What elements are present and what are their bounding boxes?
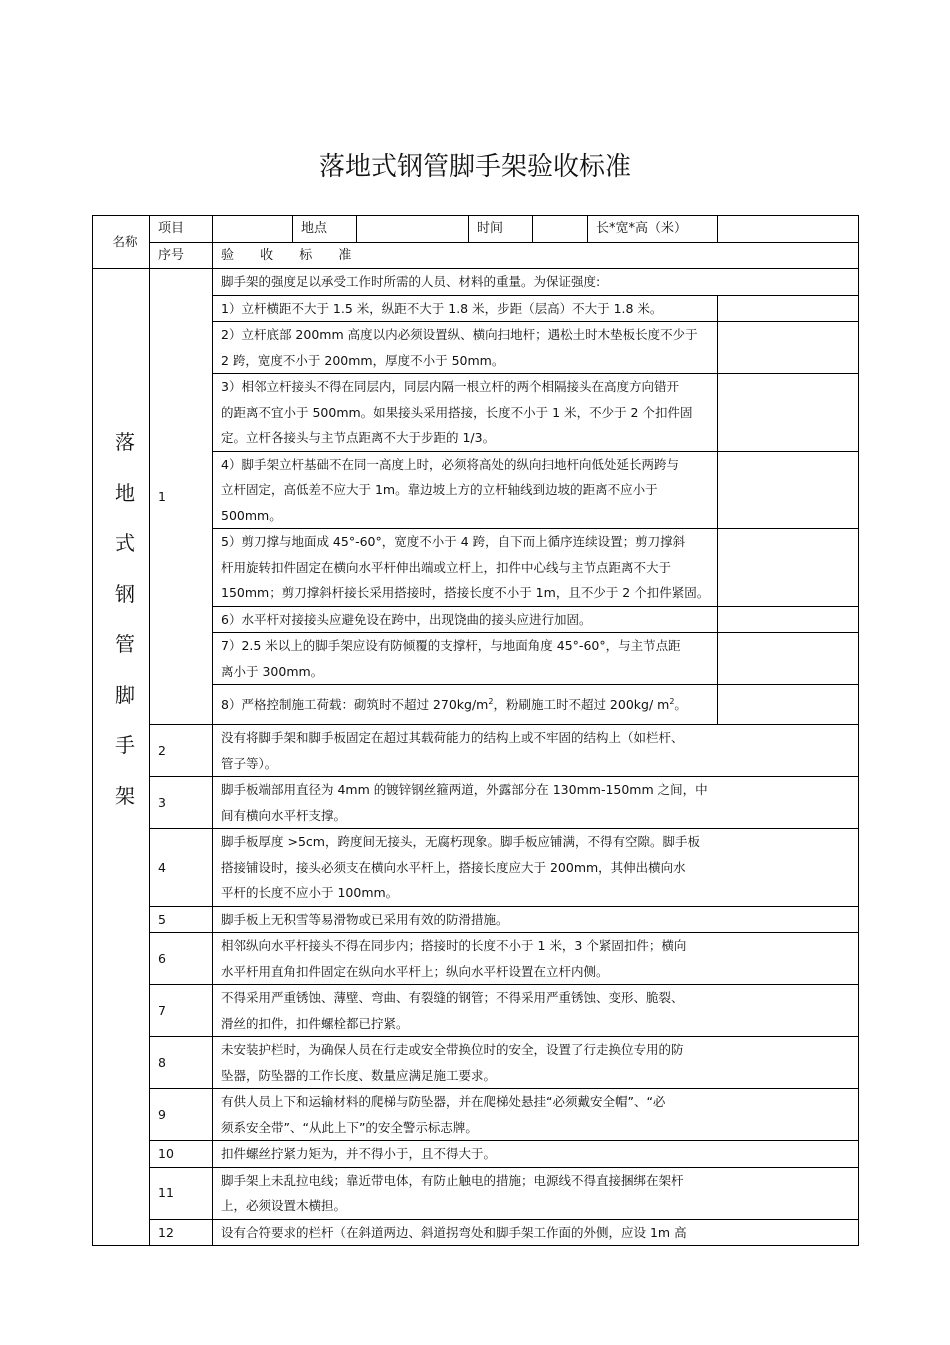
criterion-item [213,322,718,374]
dims-value[interactable] [718,216,859,243]
criterion-text [213,1037,859,1089]
category-char: 脚 [115,682,135,707]
section-intro: 脚手架的强度足以承受工作时所需的人员、材料的重量。为保证强度: [213,269,859,296]
category-char: 钢 [115,581,135,606]
text-line: 有供人员上下和运输材料的爬梯与防坠器，并在爬梯处悬挂“必须戴安全帽”、“必 [221,1094,666,1109]
row-number: 10 [150,1141,213,1168]
row-number: 8 [150,1037,213,1089]
check-cell[interactable] [718,451,859,529]
text-line: 设有合符要求的栏杆（在斜道两边、斜道拐弯处和脚手架工作面的外侧，应设 1m 高 [221,1224,687,1240]
location-label: 地点 [293,216,357,243]
document-title: 落地式钢管脚手架验收标准 [318,152,631,182]
criterion-text [213,933,859,985]
text-line: 1）立杆横距不大于 1.5 米，纵距不大于 1.8 米，步距（层高）不大于 1.8 米。 [221,300,663,316]
row-number: 1 [150,269,213,725]
category-label [93,269,150,1246]
text-line: 坠器，防坠器的工作长度、数量应满足施工要求。 [221,1067,497,1083]
text-line: 4）脚手架立杆基础不在同一高度上时，必须将高处的纵向扫地杆向低处延长两跨与 [221,456,679,472]
text-line: 离小于 300mm。 [221,663,324,679]
check-cell[interactable] [718,633,859,685]
category-char: 式 [115,531,135,555]
category-char: 管 [115,632,135,656]
text-line: 没有将脚手架和脚手板固定在超过其载荷能力的结构上或不牢固的结构上（如栏杆、 [221,730,684,745]
criterion-text [213,1089,859,1141]
text-line: 水平杆用直角扣件固定在纵向水平杆上；纵向水平杆设置在立杆内侧。 [221,963,609,979]
criterion-item [213,529,718,607]
check-cell[interactable] [718,606,859,633]
criterion-text [213,725,859,777]
text-line: 2）立杆底部 200mm 高度以内必须设置纵、横向扫地杆；遇松土时木垫板长度不少于 [221,327,698,342]
text-line: 相邻纵向水平杆接头不得在同步内；搭接时的长度不小于 1 米，3 个紧固扣件；横向 [221,938,687,953]
name-label: 名称 [93,216,150,269]
criterion-text [213,906,859,933]
check-cell[interactable] [718,529,859,607]
text-line: 脚手板上无积雪等易滑物或已采用有效的防滑措施。 [221,911,509,927]
text-line: 5）剪刀撑与地面成 45°-60°，宽度不小于 4 跨，自下而上循序连续设置；剪刀撑斜 [221,534,686,549]
standard-label: 验 收 标 准 [213,242,859,269]
text-line: 须系安全带”、“从此上下”的安全警示标志牌。 [221,1119,478,1135]
text-line: 脚手板厚度 >5cm，跨度间无接头，无腐朽现象。脚手板应铺满，不得有空隙。脚手板 [221,834,700,849]
text-line: 未安装护栏时，为确保人员在行走或安全带换位时的安全，设置了行走换位专用的防 [221,1042,684,1057]
text-line: 立杆固定，高低差不应大于 1m。靠边坡上方的立杆轴线到边坡的距离不应小于 [221,482,658,497]
text-line: 8）严格控制施工荷载：砌筑时不超过 270kg/m [221,696,489,712]
criterion-text [213,985,859,1037]
text-line: 脚手架上未乱拉电线；靠近带电体，有防止触电的措施；电源线不得直接捆绑在架杆 [221,1172,684,1188]
category-vertical-text [113,417,137,821]
text-line: 搭接铺设时，接头必须支在横向水平杆上，搭接长度应大于 200mm，其伸出横向水 [221,859,686,875]
text-line: 扣件螺丝拧紧力矩为，并不得小于，且不得大于。 [221,1146,497,1161]
text-line: 滑丝的扣件，扣件螺栓都已拧紧。 [221,1015,409,1031]
check-cell[interactable] [718,295,859,322]
text-line: 6）水平杆对接接头应避免设在跨中，出现饶曲的接头应进行加固。 [221,611,592,627]
row-number: 2 [150,725,213,777]
category-char: 手 [115,733,135,757]
dims-label: 长*宽*高（米） [588,216,718,243]
location-value[interactable] [357,216,469,243]
text-line: 上，必须设置木横担。 [221,1198,347,1213]
superscript: 2 [488,696,494,706]
text-line: 500mm。 [221,507,282,523]
criterion-item [213,633,718,685]
time-value[interactable] [533,216,588,243]
row-number: 11 [150,1167,213,1219]
text-line: 不得采用严重锈蚀、薄壁、弯曲、有裂缝的钢管；不得采用严重锈蚀、变形、脆裂、 [221,990,684,1005]
row-number: 12 [150,1219,213,1246]
check-cell[interactable] [718,322,859,374]
row-number: 5 [150,906,213,933]
text-line: ，粉刷施工时不超过 200kg/ m [493,696,670,712]
criterion-item [213,374,718,452]
text-line: 平杆的长度不应小于 100mm。 [221,885,399,900]
row-number: 9 [150,1089,213,1141]
check-cell[interactable] [718,685,859,725]
text-line: 管子等）。 [221,755,278,771]
criterion-item [213,295,718,322]
check-cell[interactable] [718,374,859,452]
criterion-item [213,606,718,633]
criterion-text [213,1141,859,1168]
criterion-text [213,1219,859,1246]
category-char: 落 [115,430,135,454]
text-line: 间有横向水平杆支撑。 [221,807,347,823]
superscript: 2 [669,696,675,706]
category-char: 地 [115,480,135,505]
project-label: 项目 [150,216,213,243]
criterion-item [213,451,718,529]
category-char: 架 [115,783,135,808]
text-line: 2 跨，宽度不小于 200mm，厚度不小于 50mm。 [221,352,505,368]
criterion-item [213,685,718,725]
criterion-text [213,777,859,829]
row-number: 7 [150,985,213,1037]
acceptance-table [92,215,859,1246]
text-line: 脚手板端部用直径为 4mm 的镀锌钢丝箍两道，外露部分在 130mm-150mm 之间，中 [221,782,708,797]
time-label: 时间 [469,216,533,243]
row-number: 6 [150,933,213,985]
text-line: 定。立杆各接头与主节点距离不大于步距的 1/3。 [221,430,496,445]
row-number: 4 [150,829,213,907]
text-line: 3）相邻立杆接头不得在同层内，同层内隔一根立杆的两个相隔接头在高度方向错开 [221,379,679,394]
criterion-text [213,829,859,907]
text-line: 150mm；剪刀撑斜杆接长采用搭接时，搭接长度不小于 1m，且不少于 2 个扣件紧固。 [221,585,710,600]
text-line: 的距离不宜小于 500mm。如果接头采用搭接，长度不小于 1 米，不少于 2 个扣件固 [221,404,693,420]
row-number: 3 [150,777,213,829]
text-line: 。 [674,696,687,712]
text-line: 杆用旋转扣件固定在横向水平杆伸出端或立杆上，扣件中心线与主节点距离不大于 [221,559,672,575]
seq-label: 序号 [150,242,213,269]
project-value[interactable] [213,216,293,243]
criterion-text [213,1167,859,1219]
text-line: 7）2.5 米以上的脚手架应设有防倾覆的支撑杆，与地面角度 45°-60°，与主节点距 [221,638,681,653]
